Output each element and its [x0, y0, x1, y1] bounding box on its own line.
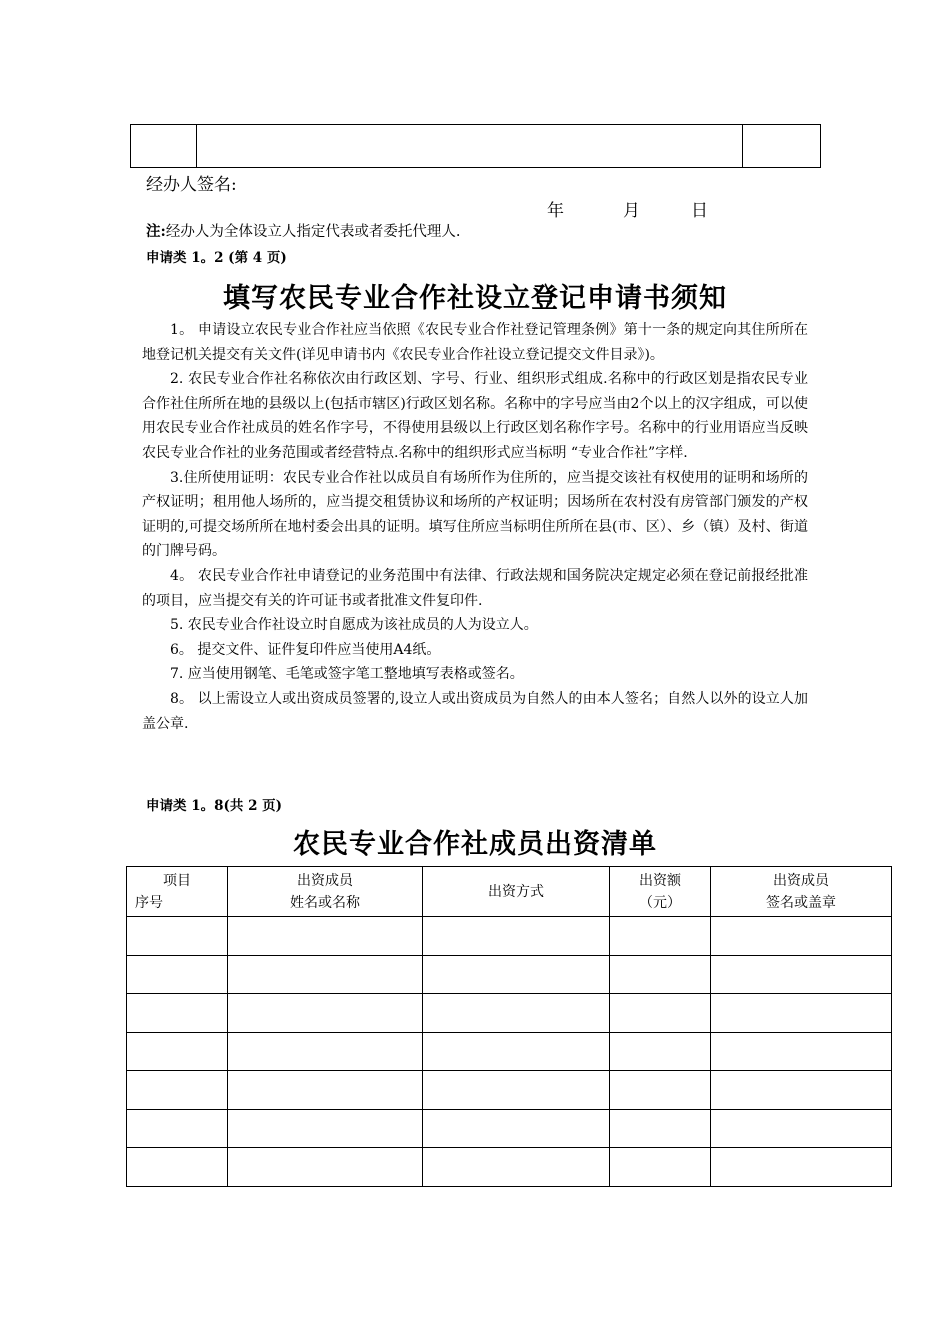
header-line: 出资成员: [297, 872, 353, 889]
table-cell[interactable]: [610, 917, 711, 956]
signer-label: 经办人签名:: [146, 175, 237, 195]
section2-title: 农民专业合作社成员出资清单: [293, 829, 657, 860]
table-cell[interactable]: [610, 1032, 711, 1071]
header-line: 出资额: [639, 872, 681, 889]
header-line: 出资成员: [773, 872, 829, 889]
header-line: （元）: [639, 894, 681, 911]
table-cell[interactable]: [711, 1071, 892, 1110]
table-cell[interactable]: [423, 1148, 610, 1187]
table-cell[interactable]: [423, 917, 610, 956]
table-row: [127, 1032, 892, 1071]
table-cell[interactable]: [228, 1109, 423, 1148]
header-line: 签名或盖章: [766, 894, 836, 911]
note: [146, 220, 460, 241]
top-table-cell: [131, 125, 197, 168]
header-amount: [610, 867, 711, 917]
table-header-row: [127, 867, 892, 917]
table-cell[interactable]: [711, 955, 892, 994]
header-line: 项目: [163, 872, 191, 889]
date-year: 年: [547, 201, 564, 221]
top-signature-table: [130, 124, 821, 168]
table-cell[interactable]: [610, 955, 711, 994]
table-cell[interactable]: [228, 994, 423, 1033]
table-cell[interactable]: [610, 1071, 711, 1110]
header-serial: [127, 867, 228, 917]
table-cell[interactable]: [711, 1032, 892, 1071]
date-day: 日: [691, 201, 708, 221]
top-table-cell: [743, 125, 821, 168]
table-cell[interactable]: [127, 1148, 228, 1187]
table-cell[interactable]: [127, 917, 228, 956]
table-cell[interactable]: [228, 1148, 423, 1187]
table-row: [127, 955, 892, 994]
table-cell[interactable]: [423, 1071, 610, 1110]
table-cell[interactable]: [423, 955, 610, 994]
section1-title: 填写农民专业合作社设立登记申请书须知: [223, 283, 727, 314]
instruction-paragraph: 8。 以上需设立人或出资成员签署的,设立人或出资成员为自然人的由本人签名；自然人以外的设立人加盖公章.: [142, 690, 808, 732]
table-cell[interactable]: [127, 955, 228, 994]
date-month: 月: [623, 201, 640, 221]
table-row: [127, 917, 892, 956]
section2-code: 申请类 1。8(共 2 页): [146, 798, 283, 814]
instruction-paragraph: 3.住所使用证明：农民专业合作社以成员自有场所作为住所的，应当提交该社有权使用的证明和场所的产权证明；租用他人场所的，应当提交租赁协议和场所的产权证明；因场所在农村没有房管部门颁发的产权证明的,可提交场所所在地村委会出具的证明。填写住所应当标明住所所在县(市、区）、乡（镇）及村、街道的门牌号码。: [142, 469, 808, 560]
table-cell[interactable]: [127, 994, 228, 1033]
table-row: [127, 994, 892, 1033]
table-cell[interactable]: [610, 994, 711, 1033]
table-cell[interactable]: [610, 1148, 711, 1187]
table-cell[interactable]: [228, 955, 423, 994]
table-cell[interactable]: [127, 1109, 228, 1148]
header-member-name: [228, 867, 423, 917]
table-cell[interactable]: [711, 1148, 892, 1187]
table-cell[interactable]: [127, 1071, 228, 1110]
header-line: 姓名或名称: [290, 894, 360, 911]
table-row: [127, 1109, 892, 1148]
table-cell[interactable]: [711, 917, 892, 956]
instruction-paragraph: 2. 农民专业合作社名称依次由行政区划、字号、行业、组织形式组成.名称中的行政区划是指农民专业合作社住所所在地的县级以上(包括市辖区)行政区划名称。名称中的字号应当由2个以上的汉字组成，可以使用农民专业合作社成员的姓名作字号，不得使用县级以上行政区划名称作字号。名称中的行业用语应当反映农民专业合作社的业务范围或者经营特点.名称中的组织形式应当标明 “专业合作社”字样.: [142, 371, 808, 461]
contribution-table: [126, 866, 892, 1187]
section1-code: 申请类 1。2 (第 4 页): [146, 250, 287, 266]
table-cell[interactable]: [423, 994, 610, 1033]
instruction-paragraph: 4。 农民专业合作社申请登记的业务范围中有法律、行政法规和国务院决定规定必须在登记前报经批准的项目，应当提交有关的许可证书或者批准文件复印件.: [142, 567, 808, 609]
table-cell[interactable]: [610, 1109, 711, 1148]
note-prefix: 注:: [146, 223, 166, 240]
instruction-paragraph: 1。 申请设立农民专业合作社应当依照《农民专业合作社登记管理条例》第十一条的规定向其住所所在地登记机关提交有关文件(详见申请书内《农民专业合作社设立登记提交文件目录》)。: [142, 322, 808, 363]
top-table-cell: [197, 125, 743, 168]
header-signature: [711, 867, 892, 917]
note-text: 经办人为全体设立人指定代表或者委托代理人.: [165, 224, 461, 240]
table-cell[interactable]: [228, 1032, 423, 1071]
table-cell[interactable]: [423, 1032, 610, 1071]
table-row: [127, 1148, 892, 1187]
instruction-paragraph: 7. 应当使用钢笔、毛笔或签字笔工整地填写表格或签名。: [170, 666, 524, 683]
header-line: 出资方式: [488, 883, 544, 900]
table-cell[interactable]: [711, 994, 892, 1033]
instruction-paragraph: 6。 提交文件、证件复印件应当使用A4纸。: [170, 641, 441, 658]
table-cell[interactable]: [423, 1109, 610, 1148]
header-method: [423, 867, 610, 917]
table-cell[interactable]: [228, 1071, 423, 1110]
table-cell[interactable]: [127, 1032, 228, 1071]
table-row: [127, 1071, 892, 1110]
instructions: [142, 318, 808, 736]
header-line: 序号: [135, 894, 163, 911]
instruction-paragraph: 5. 农民专业合作社设立时自愿成为该社成员的人为设立人。: [170, 617, 538, 634]
table-cell[interactable]: [711, 1109, 892, 1148]
table-cell[interactable]: [228, 917, 423, 956]
